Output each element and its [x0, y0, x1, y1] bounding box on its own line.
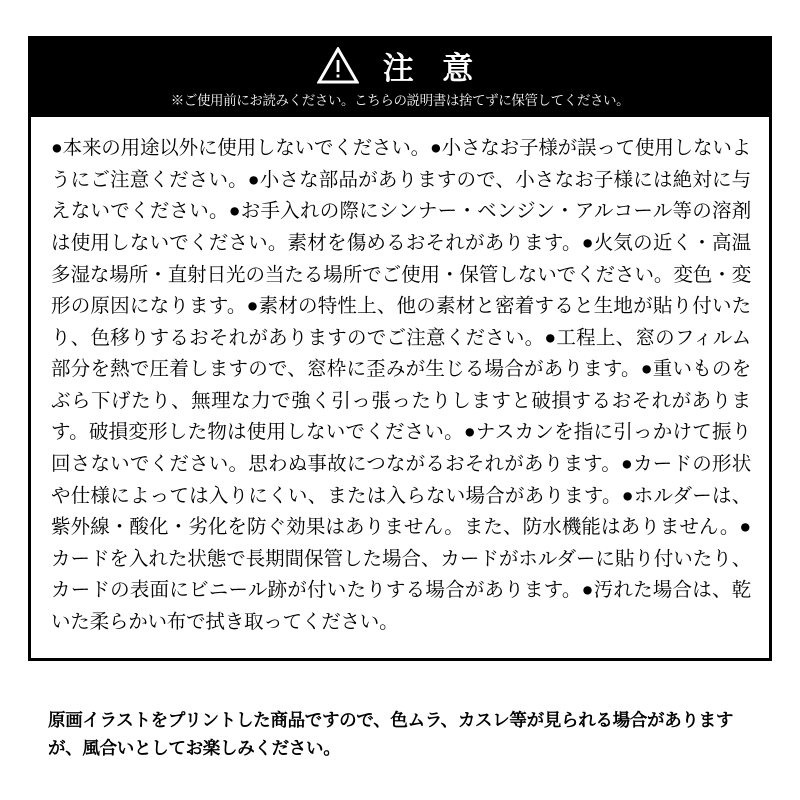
warning-title: 注 意 [382, 50, 484, 86]
warning-triangle-icon [317, 47, 359, 90]
warning-title-row [31, 47, 769, 89]
warning-subtitle: ※ご使用前にお読みください。こちらの説明書は捨てずに保管してください。 [170, 93, 630, 108]
warning-body-text: ●本来の用途以外に使用しないでください。●小さなお子様が誤って使用しないようにご注意ください。●小さな部品がありますので、小さなお子様には絶対に与えないでください。●お手入れの際にシンナー・ベンジン・アルコール等の溶剤は使用しないでください。素材を傷めるおそれがあります。●火気の近く・高温多湿な場所・直射日光の当たる場所でご使用・保管しないでください。変色・変形の原因になります。●素材の特性上、他の素材と密着すると生地が貼り付いたり、色移りするおそれがありますのでご注意ください。●工程上、窓のフィルム部分を熱で圧着しますので、窓枠に歪みが生じる場合があります。●重いものをぶら下げたり、無理な力で強く引っ張ったりしますと破損するおそれがあります。破損変形した物は使用しないでください。●ナスカンを指に引っかけて振り回さないでください。思わぬ事故につながるおそれがあります。●カードの形状や仕様によっては入りにくい、または入らない場合があります。●ホルダーは、紫外線・酸化・劣化を防ぐ効果はありません。また、防水機能はありません。●カードを入れた状態で長期間保管した場合、カードがホルダーに貼り付いたり、カードの表面にビニール跡が付いたりする場合があります。●汚れた場合は、乾いた柔らかい布で拭き取ってください。 [51, 137, 751, 633]
footer-note: 原画イラストをプリントした商品ですので、色ムラ、カスレ等が見られる場合がありますが、風合いとしてお楽しみください。 [48, 710, 734, 759]
warning-box [28, 36, 772, 661]
warning-header [31, 39, 769, 117]
